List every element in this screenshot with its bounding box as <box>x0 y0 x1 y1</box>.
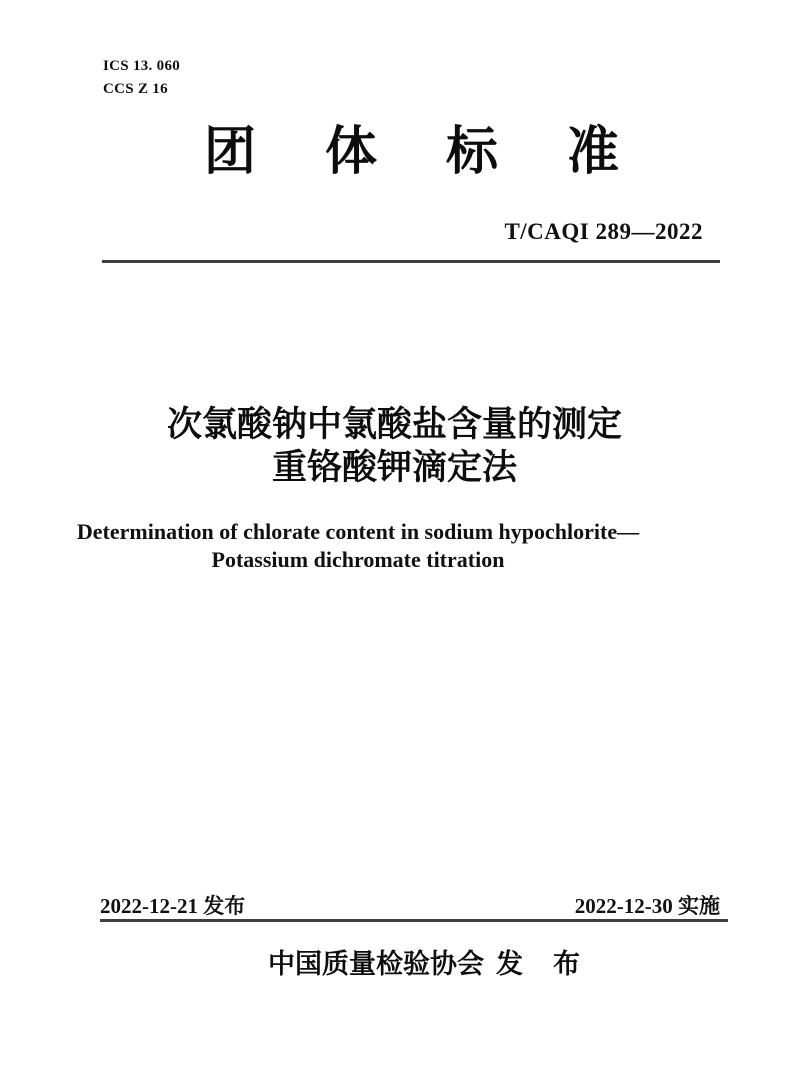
document-title-cn-line1: 次氯酸钠中氯酸盐含量的测定 <box>166 405 622 444</box>
document-title-cn <box>0 403 789 489</box>
banner-char: 标 <box>446 123 499 181</box>
publisher-verb-char2: 布 <box>553 949 580 979</box>
ics-code: ICS 13. 060 <box>103 58 181 74</box>
document-title-en-line1: Determination of chlorate content in sodium hypochlorite— <box>76 519 640 544</box>
footer-divider-rule <box>100 919 728 922</box>
classification-codes <box>103 55 180 101</box>
publisher-name: 中国质量检验协会 <box>268 949 484 979</box>
header-divider-rule <box>102 260 720 263</box>
document-title-en-line2: Potassium dichromate titration <box>211 547 505 572</box>
document-title-en <box>0 518 716 574</box>
banner-char: 准 <box>567 123 620 181</box>
banner-char: 团 <box>204 123 257 181</box>
standard-number: T/CAQI 289—2022 <box>504 219 703 244</box>
implementation-date: 2022-12-30 实施 <box>574 894 720 918</box>
banner-char: 体 <box>325 123 378 181</box>
publisher-verb-char1: 发 <box>496 949 523 979</box>
ccs-code: CCS Z 16 <box>103 81 168 97</box>
publisher-line <box>268 948 580 980</box>
standard-type-banner <box>204 123 620 181</box>
document-title-cn-line2: 重铬酸钾滴定法 <box>271 448 517 487</box>
issue-date: 2022-12-21 发布 <box>100 894 246 918</box>
